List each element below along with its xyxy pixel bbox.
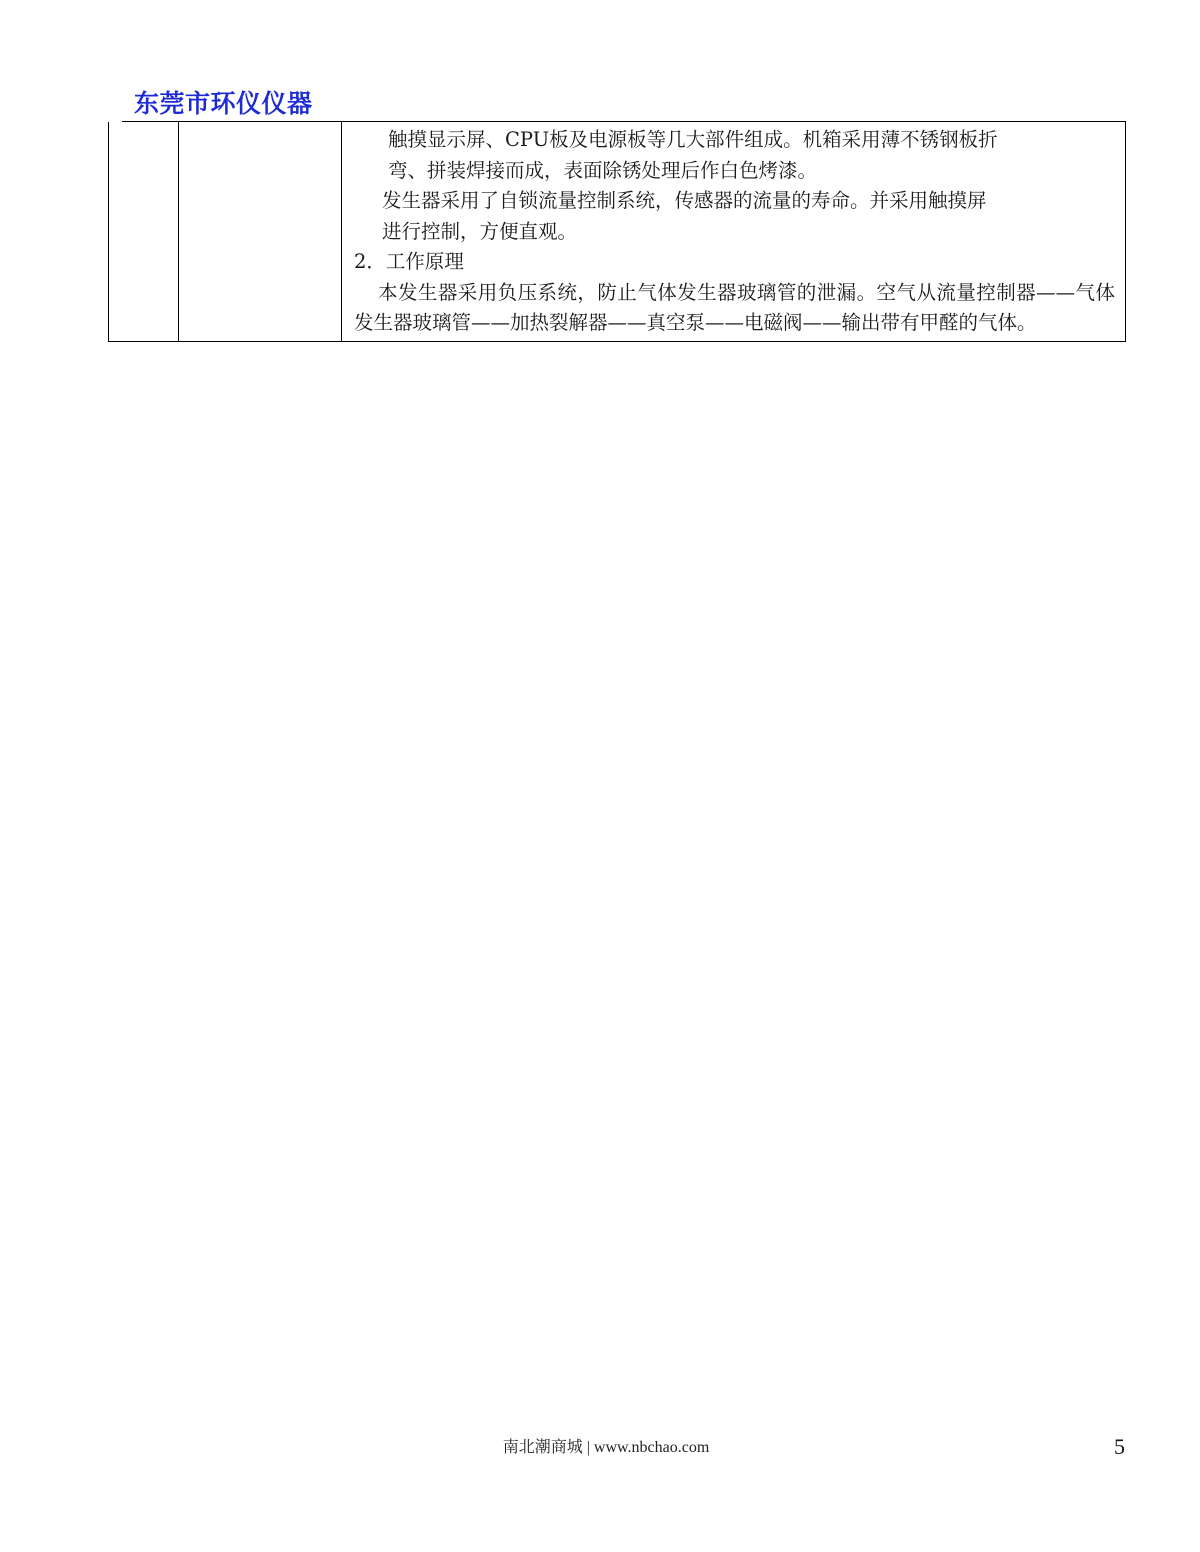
- page-number: 5: [1114, 1434, 1125, 1459]
- content-table: [108, 122, 1126, 342]
- section-heading: 2．工作原理: [354, 250, 464, 273]
- table-cell-label: [179, 122, 342, 341]
- description-line-2: 弯、拼装焊接而成，表面除锈处理后作白色烤漆。: [388, 158, 818, 182]
- description-para2-line-2: 进行控制，方便直观。: [382, 219, 578, 243]
- table-row: [109, 122, 1126, 341]
- description-para2-line-1: 发生器采用了自锁流量控制系统，传感器的流量的寿命。并采用触摸屏: [382, 189, 987, 212]
- working-principle-paragraph: 本发生器采用负压系统，防止气体发生器玻璃管的泄漏。空气从流量控制器——气体发生器玻璃管——加热裂解器——真空泵——电磁阀——输出带有甲醛的气体。: [354, 280, 1115, 334]
- table-cell-description: [342, 122, 1126, 341]
- footer-site-link[interactable]: 南北潮商城 | www.nbchao.com: [502, 1439, 710, 1456]
- page-header-title: 东莞市环仪仪器: [134, 89, 313, 118]
- table-cell-index: [109, 122, 179, 341]
- description-line-1: 触摸显示屏、CPU板及电源板等几大部件组成。机箱采用薄不锈钢板折: [388, 128, 998, 151]
